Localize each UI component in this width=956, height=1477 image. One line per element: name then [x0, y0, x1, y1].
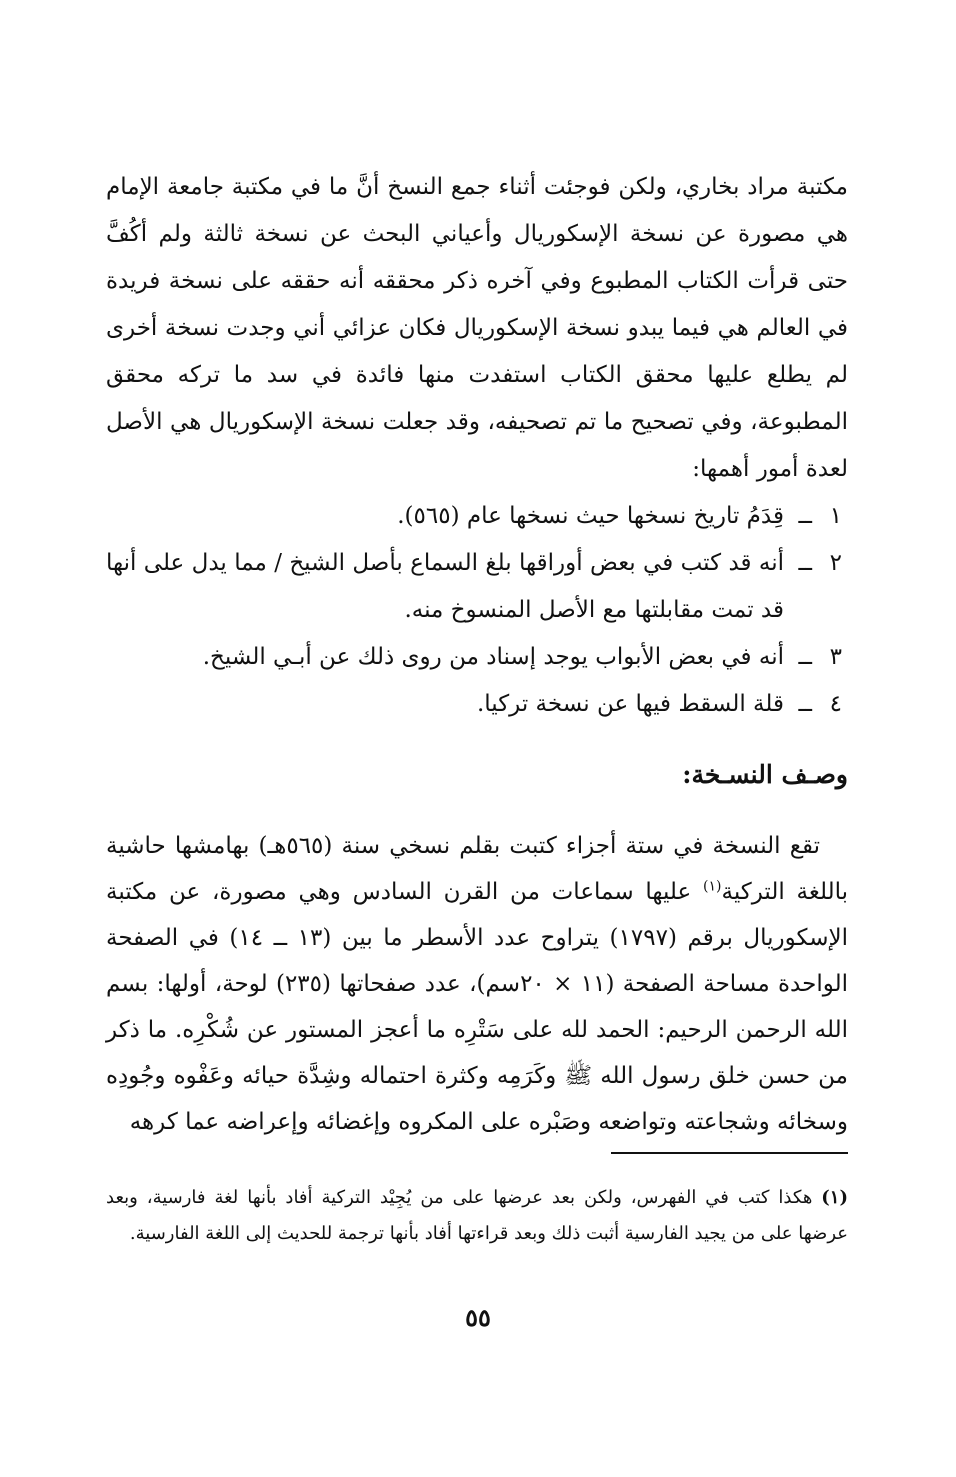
reason-number: ٢ [829, 550, 842, 576]
reason-dash: ــ [798, 550, 812, 576]
reason-text: أنه قد كتب في بعض أوراقها بلغ السماع بأصل الشيخ / مما يدل على أنها قد تمت مقابلتها مع الأصل المنسوخ منه. [106, 550, 784, 623]
page-number: ٥٥ [465, 1303, 491, 1332]
description-text-start: تقع النسخة في ستة أجزاء كتبت بقلم نسخي سنة (٥٦٥هـ) بهامشها حاشية باللغة التركية [106, 833, 848, 905]
reason-text: قِدَمُ تاريخ نسخها حيث نسخها عام (٥٦٥). [397, 503, 784, 529]
reason-text: قلة السقط فيها عن نسخة تركيا. [476, 691, 784, 717]
reason-item-3 [106, 634, 848, 681]
footnote-text: هكذا كتب في الفهرس، ولكن بعد عرضها على من يُجِيْد التركية أفاد بأنها لغة فارسية، وبعد عرضها على من يجيد الفارسية أثبت ذلك وبعد قراءتها أفاد بأنها ترجمة للحديث إلى اللغة الفارسية. [106, 1187, 848, 1244]
manuscript-description [106, 823, 848, 1145]
reason-dash: ــ [798, 644, 812, 670]
reason-dash: ــ [798, 503, 812, 529]
section-heading: وصـف النسـخة: [682, 760, 848, 789]
reason-dash: ــ [798, 691, 812, 717]
reason-item-1 [106, 493, 848, 540]
intro-paragraph: مكتبة مراد بخاري، ولكن فوجئت أثناء جمع النسخ أنَّ ما في مكتبة جامعة الإمام هي مصورة عن نسخة الإسكوريال وأعياني البحث عن نسخة ثالثة ولم أكُفَّ حتى قرأت الكتاب المطبوع وفي آخره ذكر محققه أنه حققه على نسخة فريدة في العالم هي فيما يبدو نسخة الإسكوريال فكان عزائي أني وجدت نسخة أخرى لم يطلع عليها محقق الكتاب استفدت منها فائدة في سد ما تركه محقق المطبوعة، وفي تصحيح ما تم تصحيفه، وقد جعلت نسخة الإسكوريال هي الأصل لعدة أمور أهمها: [106, 174, 848, 482]
reason-number: ١ [829, 503, 842, 529]
footnote-number: (١) [821, 1187, 848, 1208]
reason-item-2 [106, 540, 848, 634]
reason-item-4 [106, 681, 848, 728]
main-text [106, 164, 848, 728]
footnote [106, 1180, 848, 1252]
footnote-reference[interactable]: (١) [703, 878, 722, 895]
reason-text: أنه في بعض الأبواب يوجد إسناد من روى ذلك عن أبـي الشيخ. [202, 644, 784, 670]
reason-number: ٤ [829, 691, 842, 717]
reason-number: ٣ [829, 644, 842, 670]
description-text-rest: عليها سماعات من القرن السادس وهي مصورة، عن مكتبة الإسكوريال برقم (١٧٩٧) يتراوح عدد الأسطر ما بين (١٣ ــ ١٤) في الصفحة الواحدة مساحة الصفحة (١١ × ٢٠سم)، عدد صفحاتها (٢٣٥) لوحة، أولها: بسم الله الرحمن الرحيم: الحمد لله على سَتْرِه ما أعجز المستور عن شُكْرِه. ما ذكر من حسن خلق رسول الله ﷺ وكَرَمِه وكثرة احتماله وشِدَّة حيائه وعَفْوه وجُودِه وسخائه وشجاعته وتواضعه وصَبْره على المكروه وإغضائه وإعراضه عما كرهه [106, 879, 849, 1135]
footnote-divider [611, 1152, 848, 1154]
